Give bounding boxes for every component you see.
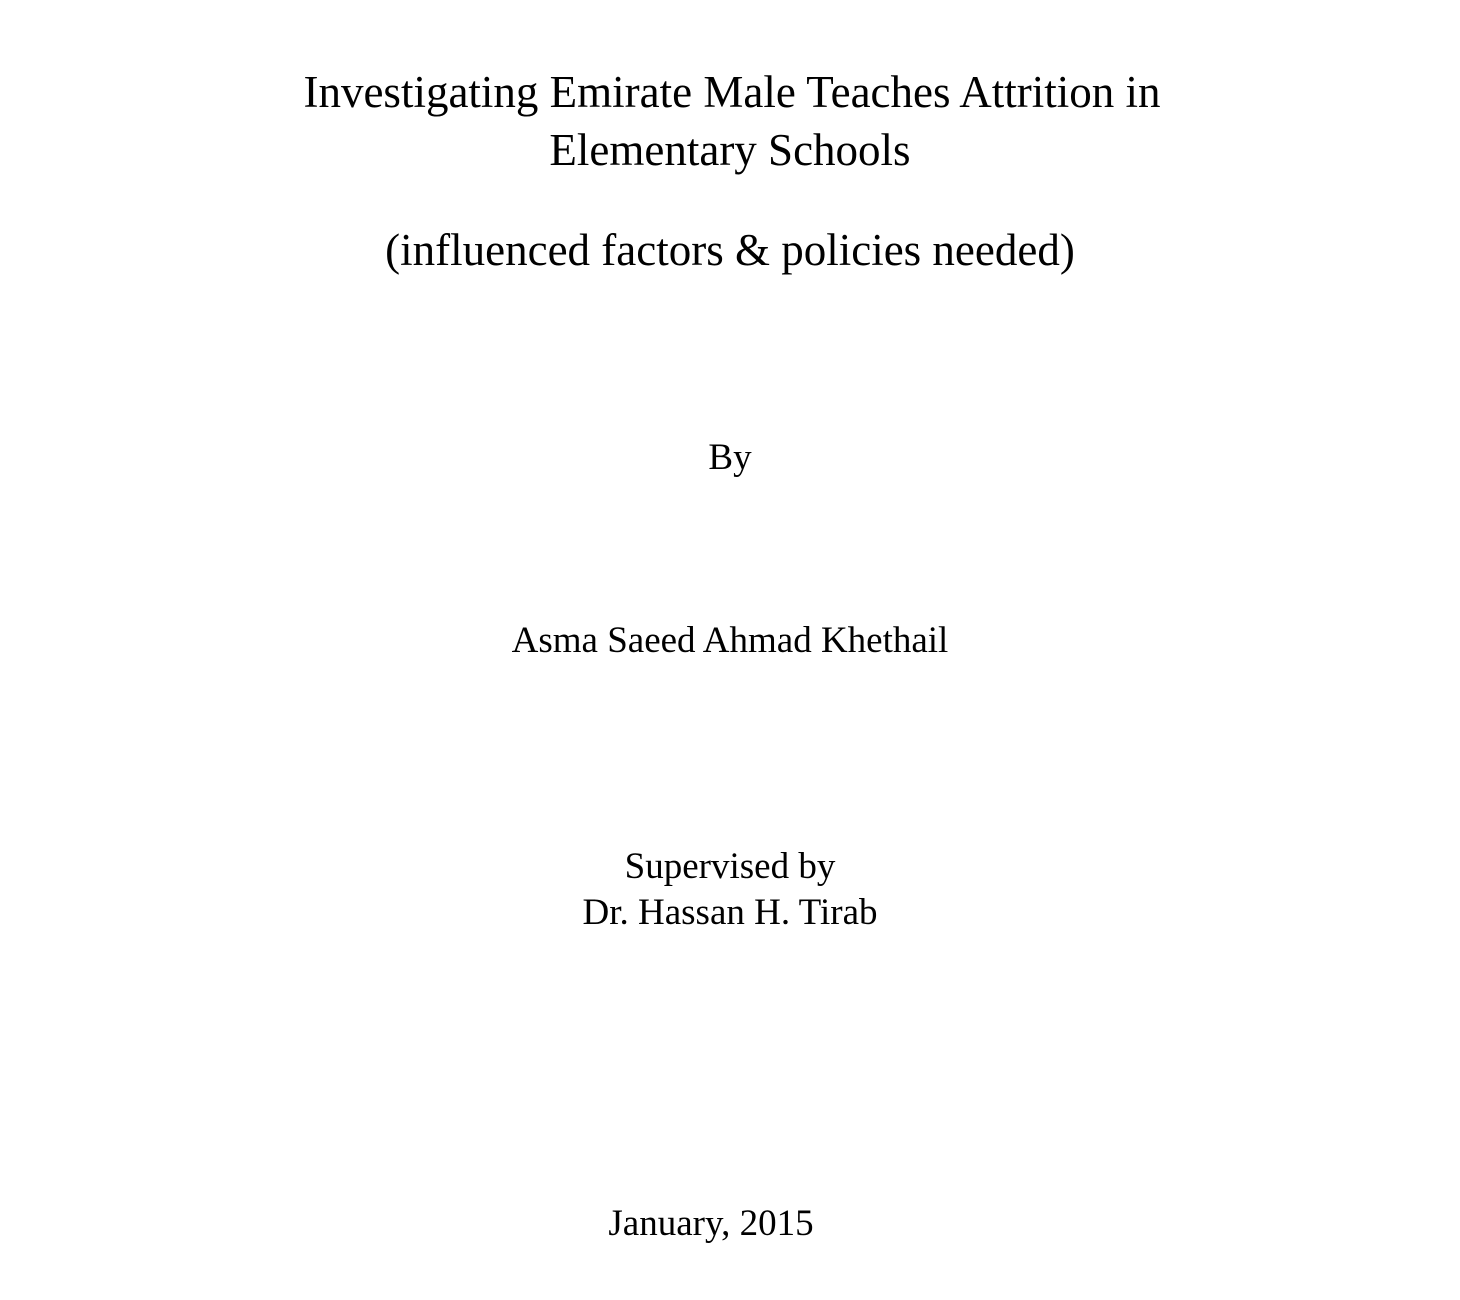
document-title-line-2: Elementary Schools xyxy=(549,125,911,175)
supervisor-name: Dr. Hassan H. Tirab xyxy=(582,892,878,933)
by-label: By xyxy=(708,437,752,478)
author-name: Asma Saeed Ahmad Khethail xyxy=(511,620,949,661)
document-subtitle: (influenced factors & policies needed) xyxy=(385,225,1075,275)
document-date: January, 2015 xyxy=(608,1203,814,1244)
supervised-by-label: Supervised by xyxy=(624,846,836,887)
document-title-line-1: Investigating Emirate Male Teaches Attrition in xyxy=(303,67,1161,117)
